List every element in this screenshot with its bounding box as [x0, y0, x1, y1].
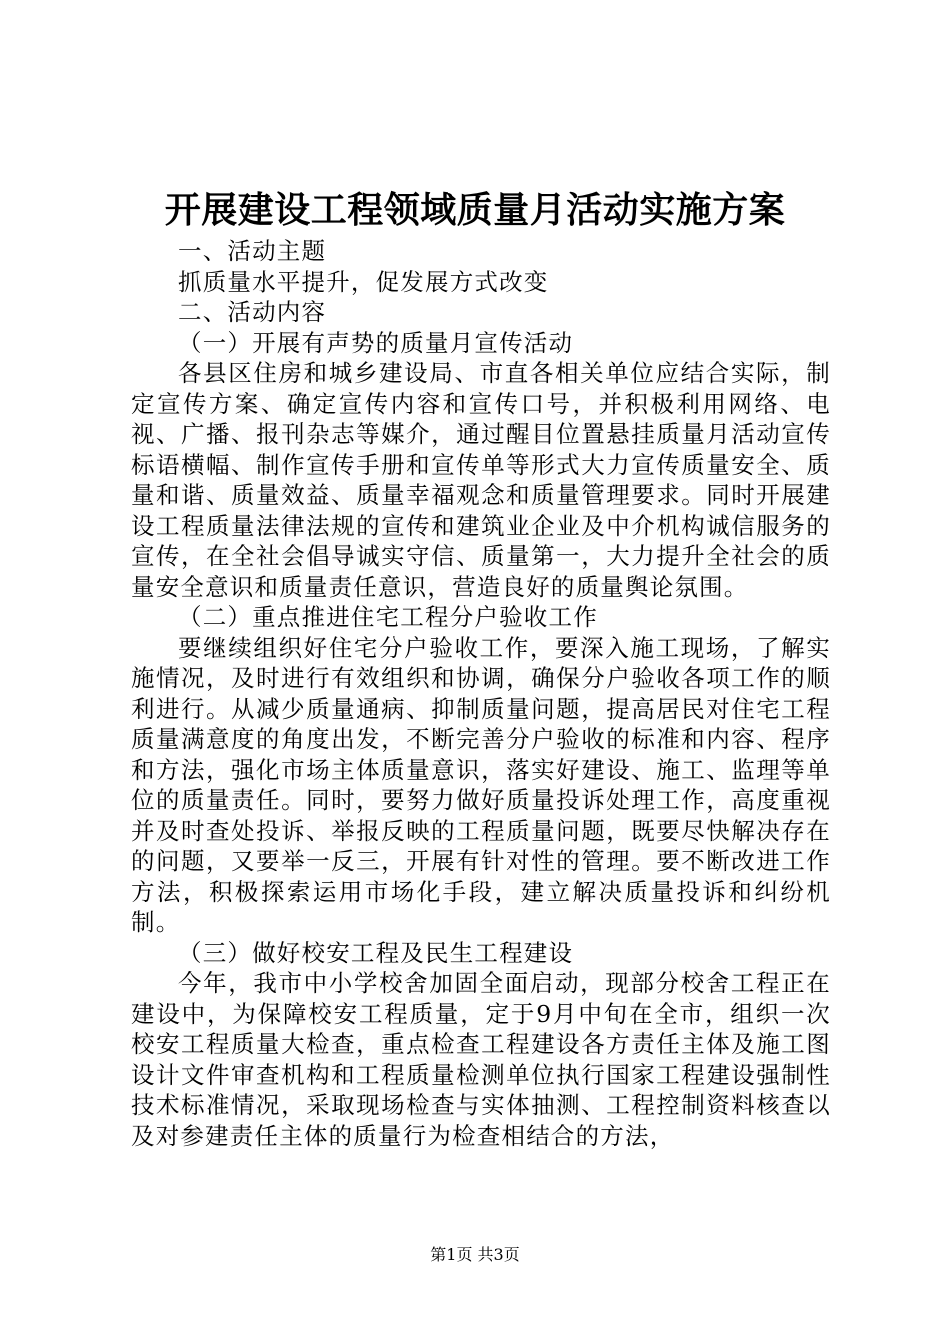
page-footer: 第1页 共3页 — [430, 1245, 520, 1264]
document-title: 开展建设工程领域质量月活动实施方案 — [164, 190, 786, 231]
subsection-heading-school-safety: （三）做好校安工程及民生工程建设 — [178, 938, 574, 967]
section-heading-theme: 一、活动主题 — [178, 237, 327, 265]
subsection-body-acceptance: 要继续组织好住宅分户验收工作，要深入施工现场，了解实施情况，及时进行有效组织和协调，确保分户验收各项工作的顺利进行。从减少质量通病、抑制质量问题，提高居民对住宅工程质量满意度的角度出发，不断完善分户验收的标准和内容、程序和方法，强化市场主体质量意识，落实好建设、施工、监理等单位的质量责任。同时，要努力做好质量投诉处理工作，高度重视并及时查处投诉、举报反映的工程质量问题，既要尽快解决存在的问题，又要举一反三，开展有针对性的管理。要不断改进工作方法，积极探索运用市场化手段，建立解决质量投诉和纠纷机制。 — [131, 633, 831, 936]
subsection-body-school-safety: 今年，我市中小学校舍加固全面启动，现部分校舍工程正在建设中，为保障校安工程质量，定于9月中旬在全市，组织一次校安工程质量大检查，重点检查工程建设各方责任主体及施工图设计文件审查机构和工程质量检测单位执行国家工程建设强制性技术标准情况，采取现场检查与实体抽测、工程控制资料核查以及对参建责任主体的质量行为检查相结合的方法， — [131, 969, 831, 1150]
document-body — [131, 236, 831, 1151]
subsection-heading-publicity: （一）开展有声势的质量月宣传活动 — [178, 328, 574, 357]
subsection-body-publicity: 各县区住房和城乡建设局、市直各相关单位应结合实际，制定宣传方案、确定宣传内容和宣传口号，并积极利用网络、电视、广播、报刊杂志等媒介，通过醒目位置悬挂质量月活动宣传标语横幅、制作宣传手册和宣传单等形式大力宣传质量安全、质量和谐、质量效益、质量幸福观念和质量管理要求。同时开展建设工程质量法律法规的宣传和建筑业企业及中介机构诚信服务的宣传，在全社会倡导诚实守信、质量第一，大力提升全社会的质量安全意识和质量责任意识，营造良好的质量舆论氛围。 — [131, 359, 831, 601]
subsection-heading-acceptance: （二）重点推进住宅工程分户验收工作 — [178, 603, 598, 631]
section-body-theme: 抓质量水平提升，促发展方式改变 — [178, 267, 549, 296]
section-heading-content: 二、活动内容 — [178, 298, 327, 326]
